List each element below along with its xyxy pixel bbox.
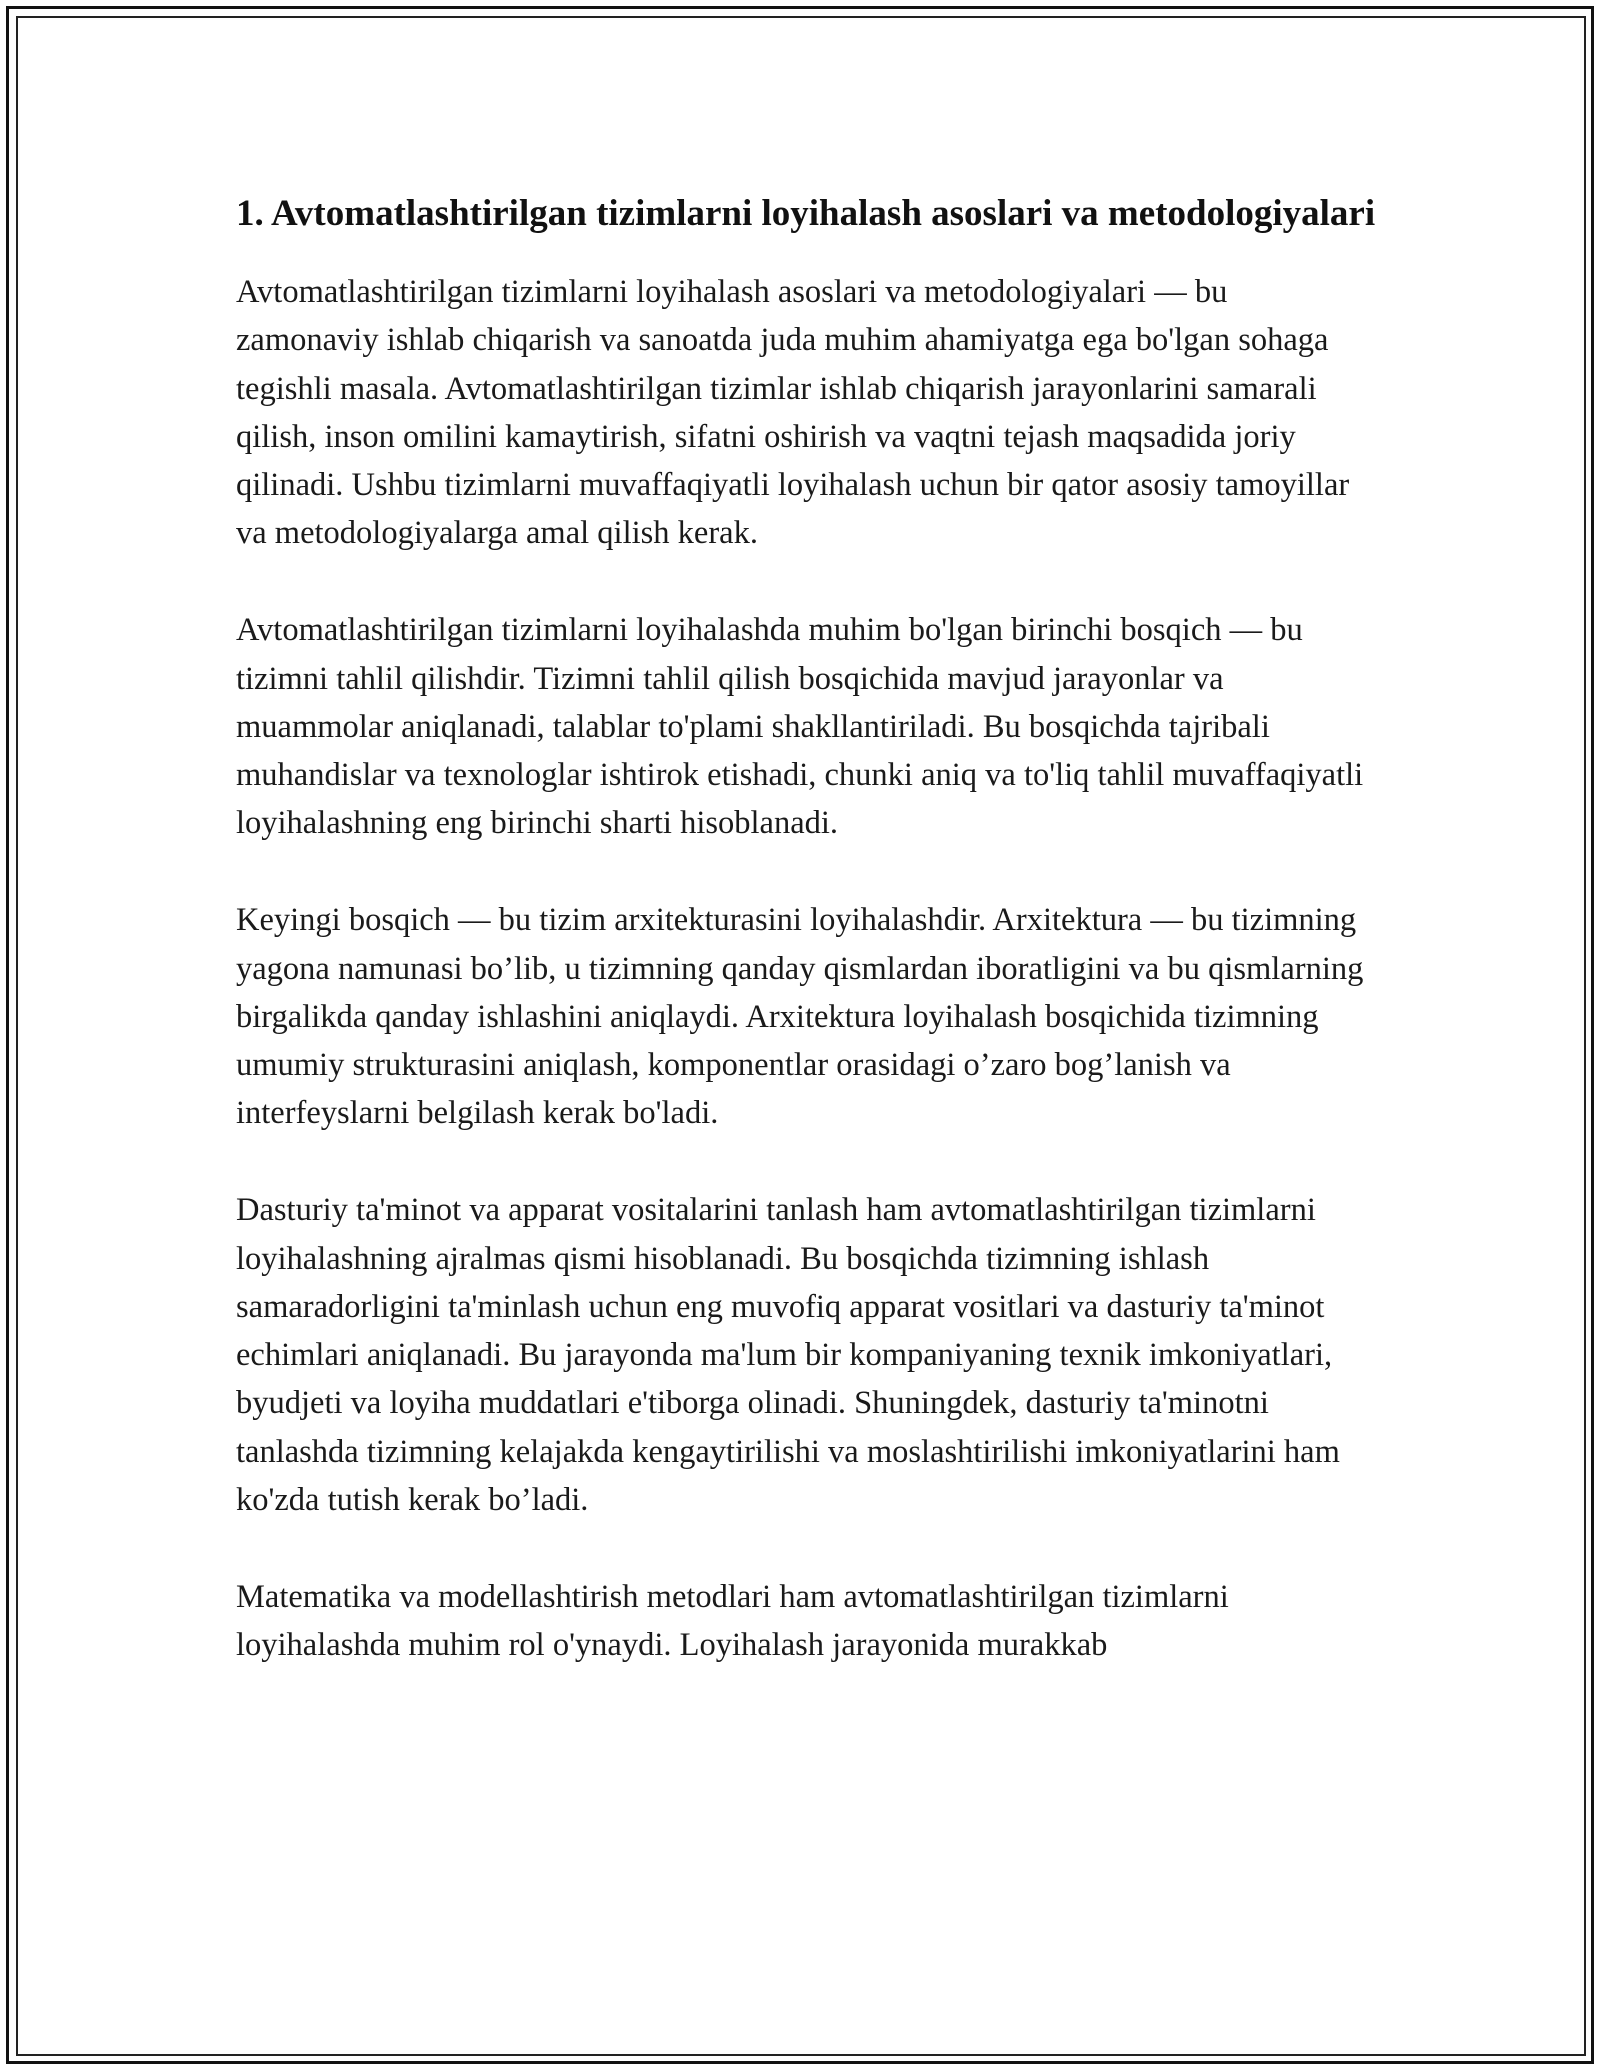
paragraph-architecture: Keyingi bosqich — bu tizim arxitekturasini loyihalashdir. Arxitektura — bu tizimning yagona namunasi bo’lib, u tizimning qanday qismlardan iboratligini va bu qismlarning birgalikda qanday ishlashini aniqlaydi. Arxitektura loyihalash bosqichida tizimning umumiy strukturasini aniqlash, komponentlar orasidagi o’zaro bog’lanish va interfeyslarni belgilash kerak bo'ladi. xyxy=(236,902,1364,1132)
paragraph-modeling: Matematika va modellashtirish metodlari ham avtomatlashtirilgan tizimlarni loyihalashda muhim rol o'ynaydi. Loyihalash jarayonida murakkab xyxy=(236,1578,1229,1664)
document-body xyxy=(236,185,1376,1718)
paragraph-system-analysis: Avtomatlashtirilgan tizimlarni loyihalashda muhim bo'lgan birinchi bosqich — bu tizimni tahlil qilishdir. Tizimni tahlil qilish bosqichida mavjud jarayonlar va muammolar aniqlanadi, talablar to'plami shakllantiriladi. Bu bosqichda tajribali muhandislar va texnologlar ishtirok etishadi, chunki aniq va to'liq tahlil muvaffaqiyatli loyihalashning eng birinchi sharti hisoblanadi. xyxy=(236,612,1364,842)
paragraph-intro: Avtomatlashtirilgan tizimlarni loyihalash asoslari va metodologiyalari — bu zamonaviy ishlab chiqarish va sanoatda juda muhim ahamiyatga ega bo'lgan sohaga tegishli masala. Avtomatlashtirilgan tizimlar ishlab chiqarish jarayonlarini samarali qilish, inson omilini kamaytirish, sifatni oshirish va vaqtni tejash maqsadida joriy qilinadi. Ushbu tizimlarni muvaffaqiyatli loyihalash uchun bir qator asosiy tamoyillar va metodologiyalarga amal qilish kerak. xyxy=(236,274,1350,552)
paragraph-software-hardware: Dasturiy ta'minot va apparat vositalarini tanlash ham avtomatlashtirilgan tizimlarni loyihalashning ajralmas qismi hisoblanadi. Bu bosqichda tizimning ishlash samaradorligini ta'minlash uchun eng muvofiq apparat vositlari va dasturiy ta'minot echimlari aniqlanadi. Bu jarayonda ma'lum bir kompaniyaning texnik imkoniyatlari, byudjeti va loyiha muddatlari e'tiborga olinadi. Shuningdek, dasturiy ta'minotni tanlashda tizimning kelajakda kengaytirilishi va moslashtirilishi imkoniyatlarini ham ko'zda tutish kerak bo’ladi. xyxy=(236,1192,1340,1519)
section-heading: 1. Avtomatlashtirilgan tizimlarni loyihalash asoslari va metodologiyalari xyxy=(236,193,1376,234)
